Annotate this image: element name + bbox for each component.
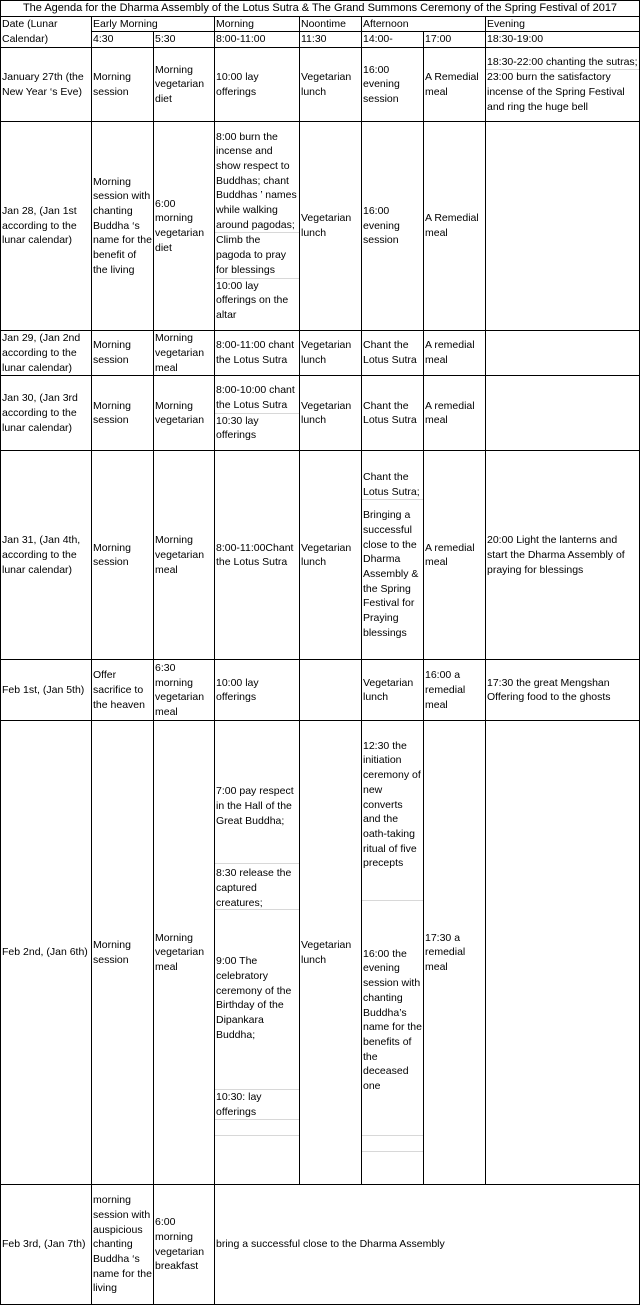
cell-evening (486, 48, 640, 122)
evening-item: 23:00 burn the satisfactory incense of the Spring Festival and ring the huge bell (487, 71, 625, 113)
date-cell: January 27th (the New Year ‘s Eve) (1, 48, 92, 122)
morning-item: 8:30 release the captured creatures; (215, 864, 299, 910)
header-time-530: 5:30 (154, 32, 215, 48)
date-cell: Feb 2nd, (Jan 6th) (1, 721, 92, 1185)
cell-530: Morning vegetarian meal (154, 331, 215, 376)
afternoon-item: 16:00 the evening session with chanting Buddha’s name for the benefits of the deceased one (362, 901, 423, 1136)
cell-morning: 8:00-11:00Chant the Lotus Sutra (215, 451, 300, 660)
afternoon-item: Chant the Lotus Sutra; (362, 470, 423, 500)
cell-430: Morning session with chanting Buddha ‘s name for the benefit of the living (92, 122, 154, 331)
header-early-morning: Early Morning (92, 16, 215, 32)
cell-530: Morning vegetarian meal (154, 721, 215, 1185)
cell-430: Morning session (92, 331, 154, 376)
cell-evening (486, 721, 640, 1185)
cell-noon: Vegetarian lunch (300, 48, 362, 122)
spacer (362, 1152, 423, 1167)
afternoon-item: 12:30 the initiation ceremony of new converts and the oath-taking ritual of five precepts (362, 739, 423, 901)
cell-morning (215, 122, 300, 331)
header-time-430: 4:30 (92, 32, 154, 48)
table-row (1, 451, 640, 660)
cell-530: 6:00 morning vegetarian breakfast (154, 1185, 215, 1305)
cell-430: Morning session (92, 451, 154, 660)
table-title: The Agenda for the Dharma Assembly of the Lotus Sutra & The Grand Summons Ceremony of the Spring Festival of 2017 (1, 1, 640, 17)
cell-430: Morning session (92, 376, 154, 451)
cell-morning (215, 376, 300, 451)
date-cell: Jan 30, (Jan 3rd according to the lunar calendar) (1, 376, 92, 451)
cell-1700: 17:30 a remedial meal (424, 721, 486, 1185)
header-time-1700: 17:00 (424, 32, 486, 48)
cell-1700: A remedial meal (424, 331, 486, 376)
cell-1700: A Remedial meal (424, 48, 486, 122)
date-cell: Jan 31, (Jan 4th, according to the lunar calendar) (1, 451, 92, 660)
cell-closing: bring a successful close to the Dharma Assembly (215, 1185, 640, 1305)
header-time-1400: 14:00- (362, 32, 424, 48)
header-morning: Morning (215, 16, 300, 32)
morning-item: 10:30 lay offerings (216, 414, 259, 442)
cell-afternoon (362, 721, 424, 1185)
cell-1700: A Remedial meal (424, 122, 486, 331)
table-row (1, 1185, 640, 1305)
date-cell: Jan 29, (Jan 2nd according to the lunar calendar) (1, 331, 92, 376)
cell-morning: 10:00 lay offerings (215, 48, 300, 122)
cell-morning (215, 721, 300, 1185)
header-evening: Evening (486, 16, 640, 32)
morning-item: 8:00-10:00 chant the Lotus Sutra (215, 383, 299, 413)
cell-530: 6:00 morning vegetarian diet (154, 122, 215, 331)
cell-530: 6:30 morning vegetarian meal (154, 660, 215, 721)
table-row (1, 48, 640, 122)
table-row (1, 660, 640, 721)
morning-item: Climb the pagoda to pray for blessings (215, 233, 299, 278)
header-time-1830: 18:30-19:00 (486, 32, 640, 48)
cell-530: Morning vegetarian diet (154, 48, 215, 122)
cell-evening (486, 331, 640, 376)
cell-afternoon: 16:00 evening session (362, 48, 424, 122)
cell-evening: 17:30 the great Mengshan Offering food to the ghosts (486, 660, 640, 721)
cell-430: morning session with auspicious chanting Buddha ‘s name for the living (92, 1185, 154, 1305)
cell-noon: Vegetarian lunch (300, 376, 362, 451)
cell-noon: Vegetarian lunch (300, 331, 362, 376)
date-cell: Jan 28, (Jan 1st according to the lunar calendar) (1, 122, 92, 331)
table-row (1, 721, 640, 1185)
cell-noon: Vegetarian lunch (300, 451, 362, 660)
header-afternoon: Afternoon (362, 16, 486, 32)
date-cell: Feb 3rd, (Jan 7th) (1, 1185, 92, 1305)
cell-1700: 16:00 a remedial meal (424, 660, 486, 721)
cell-afternoon: 16:00 evening session (362, 122, 424, 331)
cell-evening (486, 122, 640, 331)
cell-530: Morning vegetarian (154, 376, 215, 451)
cell-noon: Vegetarian lunch (300, 721, 362, 1185)
cell-afternoon: Chant the Lotus Sutra (362, 331, 424, 376)
morning-item: 8:00 burn the incense and show respect to Buddhas; chant Buddhas ’ names while walking around pagodas; (215, 130, 299, 234)
cell-noon (300, 660, 362, 721)
cell-morning: 10:00 lay offerings (215, 660, 300, 721)
cell-noon: Vegetarian lunch (300, 122, 362, 331)
table-row (1, 331, 640, 376)
date-cell: Feb 1st, (Jan 5th) (1, 660, 92, 721)
spacer (362, 1136, 423, 1152)
table-row (1, 122, 640, 331)
cell-evening (486, 376, 640, 451)
morning-item: 9:00 The celebratory ceremony of the Birthday of the Dipankara Buddha; (215, 910, 299, 1090)
cell-1700: A remedial meal (424, 451, 486, 660)
afternoon-item: Bringing a successful close to the Dharma Assembly & the Spring Festival for Praying blessings (363, 509, 419, 639)
morning-item: 10:00 lay offerings on the altar (216, 279, 289, 321)
header-noontime: Noontime (300, 16, 362, 32)
table-row (1, 376, 640, 451)
morning-item: 7:00 pay respect in the Hall of the Great Buddha; (215, 754, 299, 864)
spacer (215, 1136, 299, 1151)
cell-morning: 8:00-11:00 chant the Lotus Sutra (215, 331, 300, 376)
morning-item: 10:30: lay offerings (215, 1090, 299, 1120)
cell-430: Offer sacrifice to the heaven (92, 660, 154, 721)
cell-1700: A remedial meal (424, 376, 486, 451)
evening-item: 18:30-22:00 chanting the sutras; (486, 55, 639, 71)
cell-530: Morning vegetarian meal (154, 451, 215, 660)
cell-evening: 20:00 Light the lanterns and start the Dharma Assembly of praying for blessings (486, 451, 640, 660)
spacer (215, 1120, 299, 1136)
header-time-800: 8:00-11:00 (215, 32, 300, 48)
header-date: Date (Lunar Calendar) (1, 16, 92, 47)
cell-430: Morning session (92, 721, 154, 1185)
cell-afternoon (362, 451, 424, 660)
cell-430: Morning session (92, 48, 154, 122)
cell-afternoon: Vegetarian lunch (362, 660, 424, 721)
cell-afternoon: Chant the Lotus Sutra (362, 376, 424, 451)
header-time-1130: 11:30 (300, 32, 362, 48)
